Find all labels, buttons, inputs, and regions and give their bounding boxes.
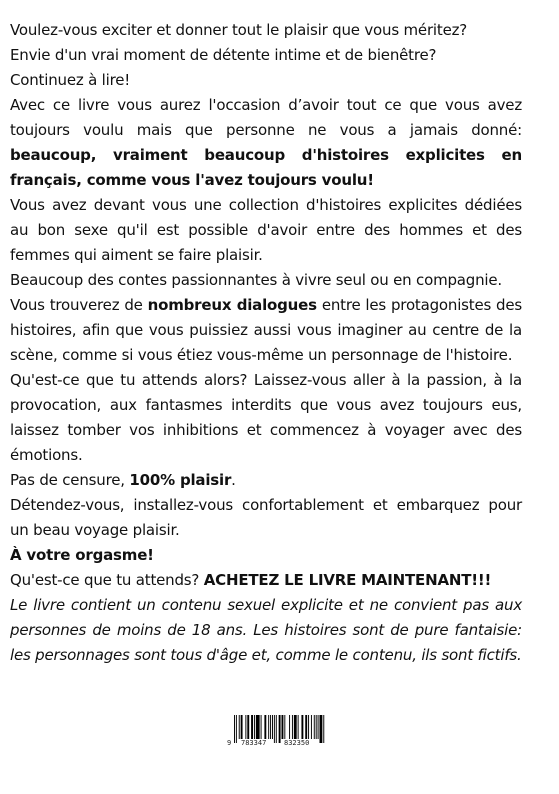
barcode-bar <box>301 715 303 739</box>
barcode-bar <box>241 715 243 739</box>
barcode-bar <box>305 715 307 739</box>
barcode-bar <box>254 715 255 739</box>
barcode-bar <box>292 715 293 739</box>
barcode-bar <box>308 715 309 739</box>
barcode-bar <box>270 715 271 739</box>
back-cover-text <box>10 18 522 668</box>
barcode-bar <box>256 715 260 739</box>
barcode-bar <box>311 715 312 739</box>
barcode-bar <box>314 715 315 739</box>
relaxation-question: Envie d'un vrai moment de détente intime et de bienêtre? <box>10 46 437 64</box>
barcode-bar <box>251 715 253 739</box>
censorship-period: . <box>231 471 236 489</box>
pleasure-highlight: 100% plaisir <box>129 471 232 489</box>
barcode-bar <box>282 715 284 739</box>
call-to-action <box>10 568 522 593</box>
barcode-bar <box>276 715 277 743</box>
barcode-bar <box>279 715 281 743</box>
continue-reading: Continuez à lire! <box>10 71 131 89</box>
barcode-bar <box>236 715 237 743</box>
barcode-bar <box>323 715 324 743</box>
dialogues-highlight: nombreux dialogues <box>147 296 317 314</box>
book-offer-text: Avec ce livre vous aurez l'occasion d’avoir tout ce que vous avez toujours voulu mais que personne ne vous a jamais donné: <box>10 96 522 139</box>
collection-paragraph: Vous avez devant vous une collection d'histoires explicites dédiées au bon sexe qu'il est possible d'avoir entre des hommes et des femmes qui aiment se faire plaisir. <box>10 196 522 264</box>
orgasm-line: À votre orgasme! <box>10 546 154 564</box>
barcode-bar <box>316 715 317 739</box>
barcode-bar <box>294 715 297 739</box>
barcode-bar <box>284 715 285 739</box>
book-offer-highlight: beaucoup, vraiment beaucoup d'histoires explicites en français, comme vous l'avez toujours voulu! <box>10 146 522 189</box>
passion-paragraph: Qu'est-ce que tu attends alors? Laissez-vous aller à la passion, à la provocation, aux fantasmes interdits que vous avez toujours eus, laissez tomber vos inhibitions et commencez à voyager avec des émotions. <box>10 371 522 464</box>
barcode-digits-right: 832350 <box>284 739 310 747</box>
cta-question: Qu'est-ce que tu attends? <box>10 571 204 589</box>
intro-question: Voulez-vous exciter et donner tout le plaisir que vous méritez? <box>10 21 468 39</box>
barcode-bar <box>274 715 275 743</box>
censorship-line <box>10 468 522 493</box>
barcode-bar <box>247 715 249 739</box>
barcode-digit-first: 9 <box>227 739 232 747</box>
barcode-bar <box>264 715 266 739</box>
barcode-graphic <box>226 714 330 748</box>
relax-paragraph: Détendez-vous, installez-vous confortablement et embarquez pour un beau voyage plaisir. <box>10 496 522 539</box>
tales-line: Beaucoup des contes passionnantes à vivre seul ou en compagnie. <box>10 271 502 289</box>
barcode-bar <box>261 715 262 739</box>
isbn-barcode <box>226 714 330 748</box>
barcode-bar <box>245 715 246 739</box>
content-disclaimer: Le livre contient un contenu sexuel explicite et ne convient pas aux personnes de moins de 18 ans. Les histoires sont de pure fantaisie: les personnages sont tous d'âge et, comme le contenu, ils sont fictifs. <box>10 596 522 664</box>
barcode-bar <box>298 715 299 739</box>
barcode-bar <box>289 715 290 739</box>
dialogues-paragraph <box>10 293 522 368</box>
barcode-bar <box>234 715 235 743</box>
barcode-bar <box>268 715 269 739</box>
barcode-bar <box>239 715 240 739</box>
barcode-bar <box>318 715 319 739</box>
barcode-bar <box>320 715 323 743</box>
barcode-digits-left: 783347 <box>241 739 267 747</box>
barcode-bar <box>272 715 273 739</box>
censorship-text: Pas de censure, <box>10 471 130 489</box>
book-offer-paragraph <box>10 93 522 193</box>
cta-buy-now: ACHETEZ LE LIVRE MAINTENANT!!! <box>203 571 492 589</box>
dialogues-text-end: entre les protagonistes des histoires, afin que vous puissiez aussi vous imaginer au centre de la scène, comme si vous étiez vous-même un personnage de l'histoire. <box>10 296 523 364</box>
dialogues-text-start: Vous trouverez de <box>10 296 148 314</box>
